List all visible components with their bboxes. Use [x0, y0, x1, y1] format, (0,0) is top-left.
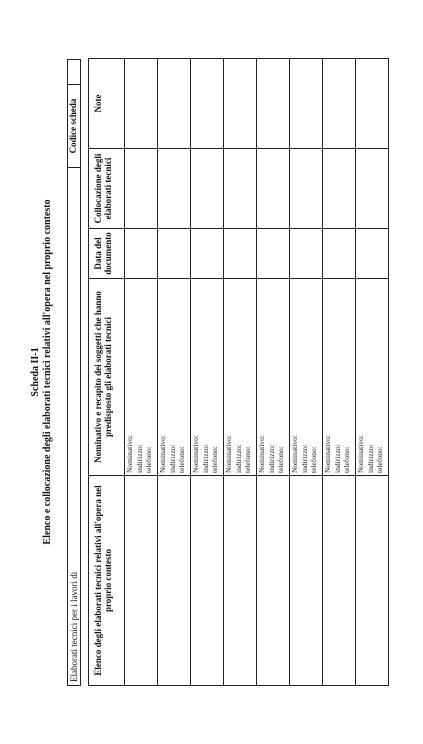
authors-contact-cell[interactable]	[257, 279, 290, 476]
phone-field-label: telefono:	[144, 446, 153, 473]
phone-field-label: telefono:	[276, 446, 285, 473]
address-field-label: indirizzo:	[332, 444, 342, 473]
authors-contact-cell[interactable]	[323, 279, 356, 476]
address-field-label: indirizzo:	[233, 444, 243, 473]
contact-fields	[257, 279, 286, 475]
authors-contact-cell[interactable]	[290, 279, 323, 476]
table-row	[257, 59, 290, 686]
name-field-label: Nominativo:	[158, 435, 167, 473]
notes-cell[interactable]	[257, 59, 290, 149]
documents-location-cell[interactable]	[191, 149, 224, 229]
notes-cell[interactable]	[158, 59, 191, 149]
documents-list-cell[interactable]	[158, 476, 191, 686]
documents-location-cell[interactable]	[356, 149, 389, 229]
documents-location-cell[interactable]	[257, 149, 290, 229]
name-field-label: Nominativo:	[323, 435, 332, 473]
contact-fields	[356, 279, 385, 475]
document-date-cell[interactable]	[191, 229, 224, 279]
documents-list-cell[interactable]	[257, 476, 290, 686]
table-row	[125, 59, 158, 686]
table-row	[224, 59, 257, 686]
technical-documents-table	[88, 58, 389, 686]
table-body	[125, 59, 389, 686]
contact-fields	[290, 279, 319, 475]
name-field-label: Nominativo:	[224, 435, 233, 473]
table-row	[356, 59, 389, 686]
document-date-cell[interactable]	[290, 229, 323, 279]
notes-cell[interactable]	[356, 59, 389, 149]
contact-fields	[224, 279, 253, 475]
phone-field-label: telefono:	[342, 446, 351, 473]
address-field-label: indirizzo:	[167, 444, 177, 473]
address-field-label: indirizzo:	[299, 444, 309, 473]
contact-fields	[158, 279, 187, 475]
works-header-row	[67, 59, 81, 686]
authors-contact-cell[interactable]	[191, 279, 224, 476]
documents-location-cell[interactable]	[224, 149, 257, 229]
document-date-cell[interactable]	[125, 229, 158, 279]
table-row	[191, 59, 224, 686]
documents-list-cell[interactable]	[356, 476, 389, 686]
name-field-label: Nominativo:	[257, 435, 266, 473]
column-header-authors-contact: Nominativo e recapito dei soggetti che hanno predisposto gli elaborati tecnici	[89, 279, 125, 476]
column-header-documents-list: Elenco degli elaborati tecnici relativi all'opera nel proprio contesto	[89, 476, 125, 686]
phone-field-label: telefono:	[243, 446, 252, 473]
authors-contact-cell[interactable]	[224, 279, 257, 476]
notes-cell[interactable]	[224, 59, 257, 149]
form-title: Scheda II-1	[30, 347, 41, 397]
table-row	[158, 59, 191, 686]
documents-list-cell[interactable]	[125, 476, 158, 686]
notes-cell[interactable]	[290, 59, 323, 149]
notes-cell[interactable]	[323, 59, 356, 149]
name-field-label: Nominativo:	[191, 435, 200, 473]
document-date-cell[interactable]	[224, 229, 257, 279]
table-header-row	[89, 59, 125, 686]
document-date-cell[interactable]	[356, 229, 389, 279]
documents-location-cell[interactable]	[125, 149, 158, 229]
column-header-documents-location: Collocazione degli elaborati tecnici	[89, 149, 125, 229]
address-field-label: indirizzo:	[134, 444, 144, 473]
works-label: Elaborati tecnici per i lavori di	[69, 571, 79, 682]
documents-list-cell[interactable]	[224, 476, 257, 686]
documents-list-cell[interactable]	[191, 476, 224, 686]
column-header-document-date: Data del documento	[89, 229, 125, 279]
phone-field-label: telefono:	[177, 446, 186, 473]
documents-location-cell[interactable]	[158, 149, 191, 229]
document-date-cell[interactable]	[257, 229, 290, 279]
phone-field-label: telefono:	[375, 446, 384, 473]
table-row	[290, 59, 323, 686]
address-field-label: indirizzo:	[266, 444, 276, 473]
contact-fields	[191, 279, 220, 475]
notes-cell[interactable]	[191, 59, 224, 149]
name-field-label: Nominativo:	[125, 435, 134, 473]
document-date-cell[interactable]	[323, 229, 356, 279]
documents-list-cell[interactable]	[323, 476, 356, 686]
code-label: Codice scheda	[67, 84, 81, 168]
address-field-label: indirizzo:	[200, 444, 210, 473]
phone-field-label: telefono:	[210, 446, 219, 473]
phone-field-label: telefono:	[309, 446, 318, 473]
name-field-label: Nominativo:	[290, 435, 299, 473]
notes-cell[interactable]	[125, 59, 158, 149]
name-field-label: Nominativo:	[356, 435, 365, 473]
authors-contact-cell[interactable]	[158, 279, 191, 476]
column-header-notes: Note	[89, 59, 125, 149]
documents-location-cell[interactable]	[323, 149, 356, 229]
contact-fields	[125, 279, 154, 475]
table-row	[323, 59, 356, 686]
authors-contact-cell[interactable]	[125, 279, 158, 476]
address-field-label: indirizzo:	[365, 444, 375, 473]
document-date-cell[interactable]	[158, 229, 191, 279]
form-subtitle: Elenco e collocazione degli elaborati tecnici relativi all'opera nel proprio contesto	[42, 199, 53, 545]
contact-fields	[323, 279, 352, 475]
documents-location-cell[interactable]	[290, 149, 323, 229]
authors-contact-cell[interactable]	[356, 279, 389, 476]
documents-list-cell[interactable]	[290, 476, 323, 686]
